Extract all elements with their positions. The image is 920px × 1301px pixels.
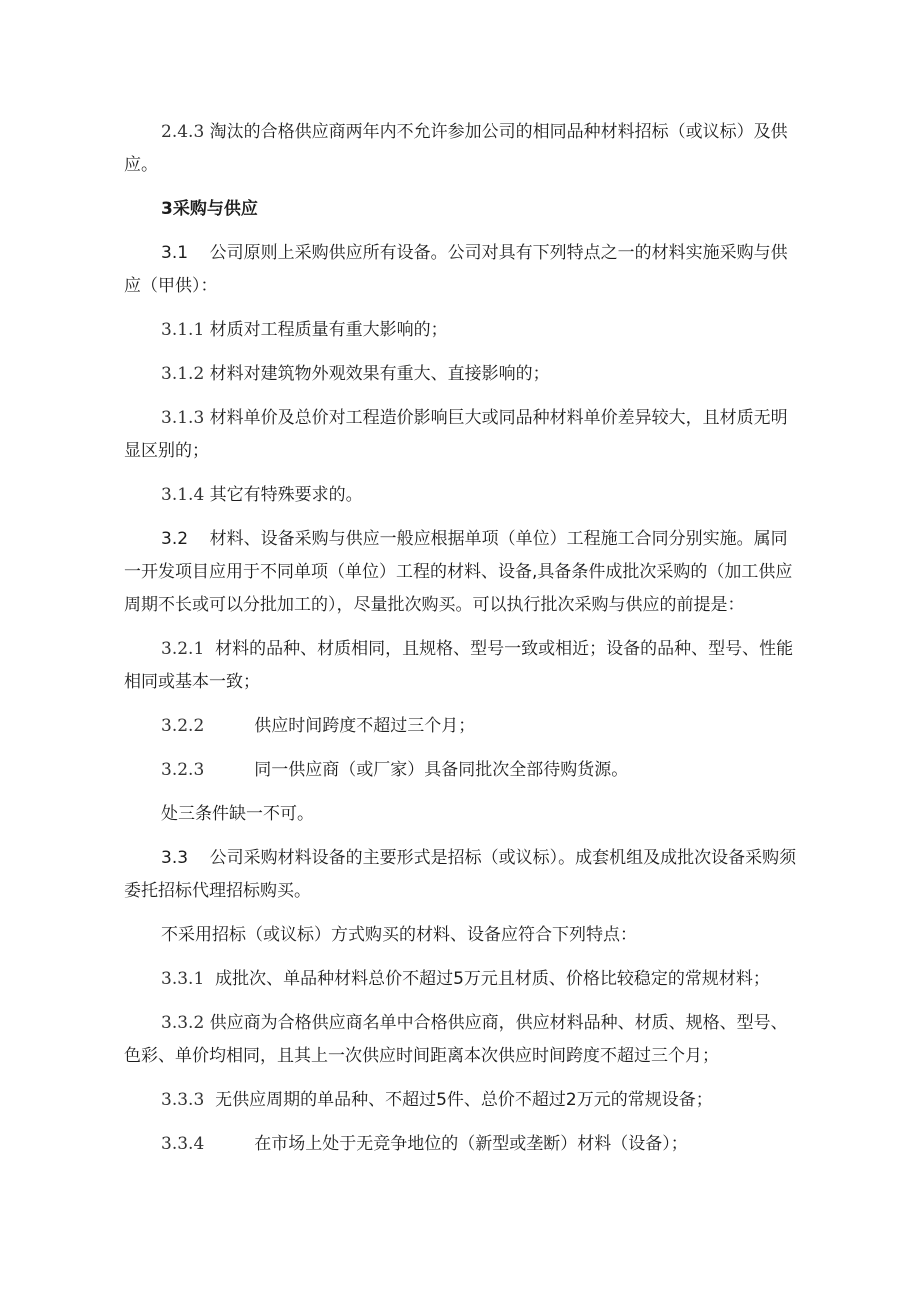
- clause-3-1-2: [124, 358, 804, 391]
- section-number: 3: [161, 199, 173, 219]
- clause-3-2: [124, 523, 804, 622]
- intro-text: 不采用招标（或议标）方式购买的材料、设备应符合下列特点：: [161, 925, 637, 945]
- clause-text: 在市场上处于无竞争地位的（新型或垄断）材料（设备）；: [254, 1134, 688, 1154]
- clause-text: 同一供应商（或厂家）具备同批次全部待购货源。: [254, 760, 629, 780]
- clause-number: 3.1.3: [161, 408, 205, 428]
- note-text: 处三条件缺一不可。: [161, 804, 314, 824]
- note-paragraph: [124, 798, 804, 831]
- clause-number: 3.3.2: [161, 1013, 205, 1033]
- clause-3-3: [124, 842, 804, 908]
- clause-number: 3.3.3: [161, 1090, 205, 1110]
- intro-paragraph: [124, 919, 804, 952]
- clause-number: 3.2.2: [161, 716, 205, 736]
- clause-number: 3.3.1: [161, 969, 205, 989]
- clause-text: 供应时间跨度不超过三个月；: [254, 716, 476, 736]
- clause-text: 材料单价及总价对工程造价影响巨大或同品种材料单价差异较大，且材质无明显区别的；: [124, 408, 788, 461]
- clause-number: 3.2.3: [161, 760, 205, 780]
- clause-3-2-1: [124, 633, 804, 699]
- clause-text: 材料对建筑物外观效果有重大、直接影响的；: [209, 364, 550, 384]
- clause-3-2-2: [124, 710, 804, 743]
- section-heading-3: [124, 193, 804, 226]
- clause-3-3-3: [124, 1084, 804, 1117]
- clause-number: 3.1: [161, 243, 189, 263]
- section-title: 采购与供应: [172, 199, 258, 219]
- clause-3-2-3: [124, 754, 804, 787]
- clause-number: 3.1.4: [161, 485, 205, 505]
- clause-text: 无供应周期的单品种、不超过5件、总价不超过2万元的常规设备；: [215, 1090, 713, 1110]
- clause-3-1-3: [124, 402, 804, 468]
- clause-number: 3.3.4: [161, 1134, 205, 1154]
- clause-number: 3.3: [161, 848, 189, 868]
- clause-text: 淘汰的合格供应商两年内不允许参加公司的相同品种材料招标（或议标）及供应。: [124, 122, 788, 175]
- clause-3-1-4: [124, 479, 804, 512]
- clause-text: 公司原则上采购供应所有设备。公司对具有下列特点之一的材料实施采购与供应（甲供）：: [124, 243, 788, 296]
- clause-number: 2.4.3: [161, 122, 205, 142]
- clause-text: 成批次、单品种材料总价不超过5万元且材质、价格比较稳定的常规材料；: [215, 969, 770, 989]
- clause-3-3-4: [124, 1128, 804, 1161]
- clause-text: 其它有特殊要求的。: [209, 485, 363, 505]
- document-body: [124, 116, 804, 1172]
- clause-number: 3.1.1: [161, 320, 205, 340]
- clause-text: 材料的品种、材质相同，且规格、型号一致或相近；设备的品种、型号、性能相同或基本一致；: [124, 639, 794, 692]
- clause-text: 供应商为合格供应商名单中合格供应商，供应材料品种、材质、规格、型号、色彩、单价均相同，且其上一次供应时间距离本次供应时间跨度不超过三个月；: [124, 1013, 788, 1066]
- clause-3-1: [124, 237, 804, 303]
- clause-2-4-3: [124, 116, 804, 182]
- clause-number: 3.2.1: [161, 639, 205, 659]
- clause-3-3-2: [124, 1007, 804, 1073]
- clause-text: 公司采购材料设备的主要形式是招标（或议标）。成套机组及成批次设备采购须委托招标代理招标购买。: [124, 848, 797, 901]
- clause-3-3-1: [124, 963, 804, 996]
- clause-number: 3.2: [161, 529, 189, 549]
- clause-3-1-1: [124, 314, 804, 347]
- clause-text: 材质对工程质量有重大影响的；: [209, 320, 448, 340]
- clause-number: 3.1.2: [161, 364, 205, 384]
- clause-text: 材料、设备采购与供应一般应根据单项（单位）工程施工合同分别实施。属同一开发项目应用于不同单项（单位）工程的材料、设备,具备条件成批次采购的（加工供应周期不长或可以分批加工的），尽量批次购买。可以执行批次采购与供应的前提是：: [124, 529, 793, 615]
